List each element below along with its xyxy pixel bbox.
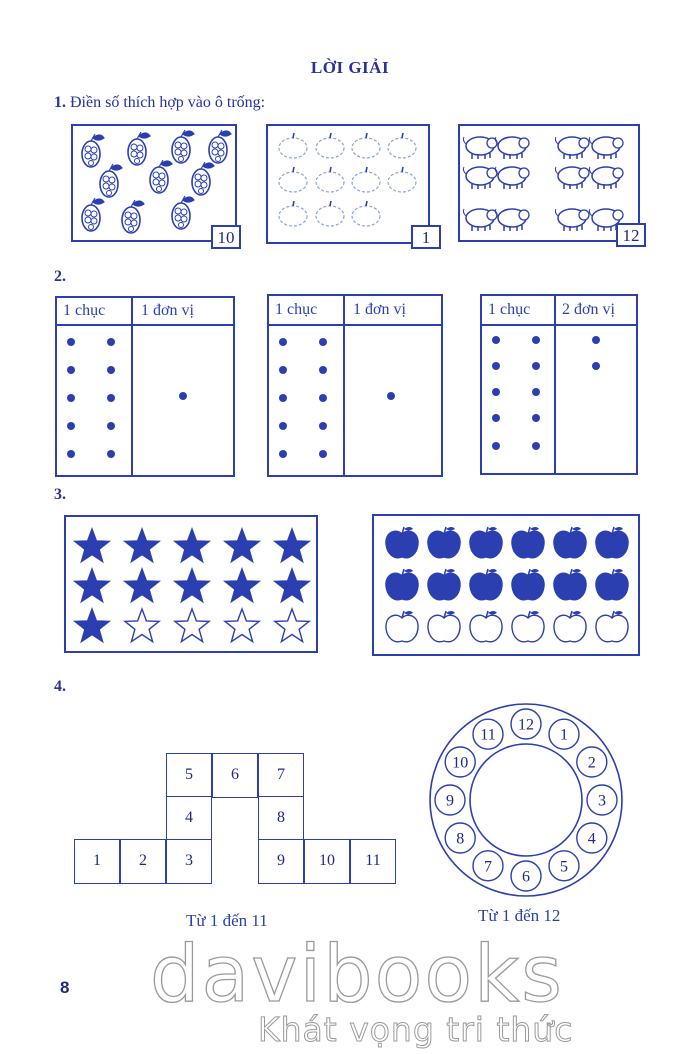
section-3-number: 3. xyxy=(54,486,66,503)
pigs-answer-box: 12 xyxy=(616,223,646,247)
faint-apples-picture xyxy=(266,124,430,244)
ring-number: 1 xyxy=(560,726,568,744)
section-1-number: 1. xyxy=(54,94,66,111)
empty-apple xyxy=(470,611,502,642)
filled-apple xyxy=(470,569,502,600)
units-dots xyxy=(133,326,231,470)
ring-number: 8 xyxy=(456,830,465,848)
path-cell: 3 xyxy=(166,839,212,884)
filled-star xyxy=(225,569,259,602)
empty-star xyxy=(275,609,309,642)
path-caption: Từ 1 đến 11 xyxy=(186,911,268,930)
filled-apple xyxy=(428,527,460,558)
filled-apple xyxy=(554,569,586,600)
path-cell: 8 xyxy=(258,796,304,841)
empty-star xyxy=(225,609,259,642)
grapes-answer-box: 10 xyxy=(211,225,241,249)
ring-number: 3 xyxy=(598,792,606,810)
path-cell: 6 xyxy=(212,753,258,798)
place-value-table-3 xyxy=(480,294,638,475)
filled-star xyxy=(75,609,109,642)
page-number: 8 xyxy=(60,978,70,997)
filled-apple xyxy=(428,569,460,600)
tens-dots-cell xyxy=(481,325,555,474)
ring-number: 10 xyxy=(452,754,469,772)
section-1-instruction: Điền số thích hợp vào ô trống: xyxy=(70,94,266,111)
filled-star xyxy=(75,529,109,562)
ring-number: 5 xyxy=(560,858,568,876)
path-cell: 2 xyxy=(120,839,166,884)
units-dots xyxy=(556,326,636,468)
tens-dots xyxy=(482,326,552,468)
apples-picture xyxy=(372,514,640,656)
ring-number: 7 xyxy=(484,858,492,876)
stars-picture xyxy=(64,515,318,653)
filled-star xyxy=(175,569,209,602)
empty-apple xyxy=(386,611,418,642)
empty-apple xyxy=(596,611,628,642)
faint-apples-illustration xyxy=(268,126,428,242)
tens-header: 1 chục xyxy=(56,297,132,325)
filled-star xyxy=(275,529,309,562)
units-header: 1 đơn vị xyxy=(132,297,234,325)
tens-dots-cell xyxy=(268,325,344,476)
filled-star xyxy=(175,529,209,562)
section-1-heading xyxy=(54,94,265,112)
section-3-heading xyxy=(54,486,66,504)
page-title: LỜI GIẢI xyxy=(310,58,390,77)
empty-apple xyxy=(554,611,586,642)
path-cell: 1 xyxy=(74,839,120,884)
section-4-heading xyxy=(54,678,66,696)
units-dots-cell xyxy=(344,325,442,476)
filled-apple xyxy=(386,569,418,600)
filled-apple xyxy=(596,527,628,558)
ring-number: 11 xyxy=(480,726,496,744)
tens-dots-cell xyxy=(56,325,132,476)
grapes-illustration xyxy=(73,126,235,240)
tens-header: 1 chục xyxy=(268,295,344,325)
place-value-table-2 xyxy=(267,294,443,477)
ring-caption: Từ 1 đến 12 xyxy=(478,906,561,925)
filled-star xyxy=(125,529,159,562)
ring-number: 12 xyxy=(518,716,534,734)
section-2-heading xyxy=(54,268,66,286)
section-4-number: 4. xyxy=(54,678,66,695)
place-value-table-1 xyxy=(55,296,235,477)
units-dots xyxy=(345,326,439,470)
ring-number: 2 xyxy=(587,754,596,772)
units-dots-cell xyxy=(555,325,637,474)
ring-number: 4 xyxy=(587,830,596,848)
apples-grid xyxy=(374,516,638,654)
filled-apple xyxy=(470,527,502,558)
filled-star xyxy=(75,569,109,602)
ring-number: 6 xyxy=(522,868,530,886)
stars-grid xyxy=(66,517,316,651)
path-cell: 4 xyxy=(166,796,212,841)
ring-inner-circle xyxy=(470,744,582,856)
filled-apple xyxy=(512,527,544,558)
empty-star xyxy=(175,609,209,642)
watermark-slogan: Khát vọng tri thức xyxy=(258,1010,574,1049)
path-cell: 10 xyxy=(304,839,350,884)
empty-star xyxy=(125,609,159,642)
tens-header: 1 chục xyxy=(481,295,555,325)
empty-apple xyxy=(428,611,460,642)
path-cell: 11 xyxy=(350,839,396,884)
units-dots-cell xyxy=(132,325,234,476)
units-header: 1 đơn vị xyxy=(344,295,442,325)
filled-apple xyxy=(386,527,418,558)
filled-apple xyxy=(554,527,586,558)
filled-star xyxy=(225,529,259,562)
number-ring xyxy=(426,700,626,900)
section-2-number: 2. xyxy=(54,268,66,285)
path-cell: 9 xyxy=(258,839,304,884)
path-cell: 5 xyxy=(166,753,212,798)
watermark-brand: davibooks xyxy=(150,930,564,1020)
filled-apple xyxy=(512,569,544,600)
filled-star xyxy=(125,569,159,602)
filled-apple xyxy=(596,569,628,600)
tens-dots xyxy=(269,326,341,470)
pigs-illustration xyxy=(460,126,638,240)
empty-apple xyxy=(512,611,544,642)
tens-dots xyxy=(57,326,129,470)
pigs-picture xyxy=(458,124,640,242)
ring-number: 9 xyxy=(446,792,454,810)
filled-star xyxy=(275,569,309,602)
path-cell: 7 xyxy=(258,753,304,798)
units-header: 2 đơn vị xyxy=(555,295,637,325)
faint-apples-answer-box: 1 xyxy=(411,225,441,249)
